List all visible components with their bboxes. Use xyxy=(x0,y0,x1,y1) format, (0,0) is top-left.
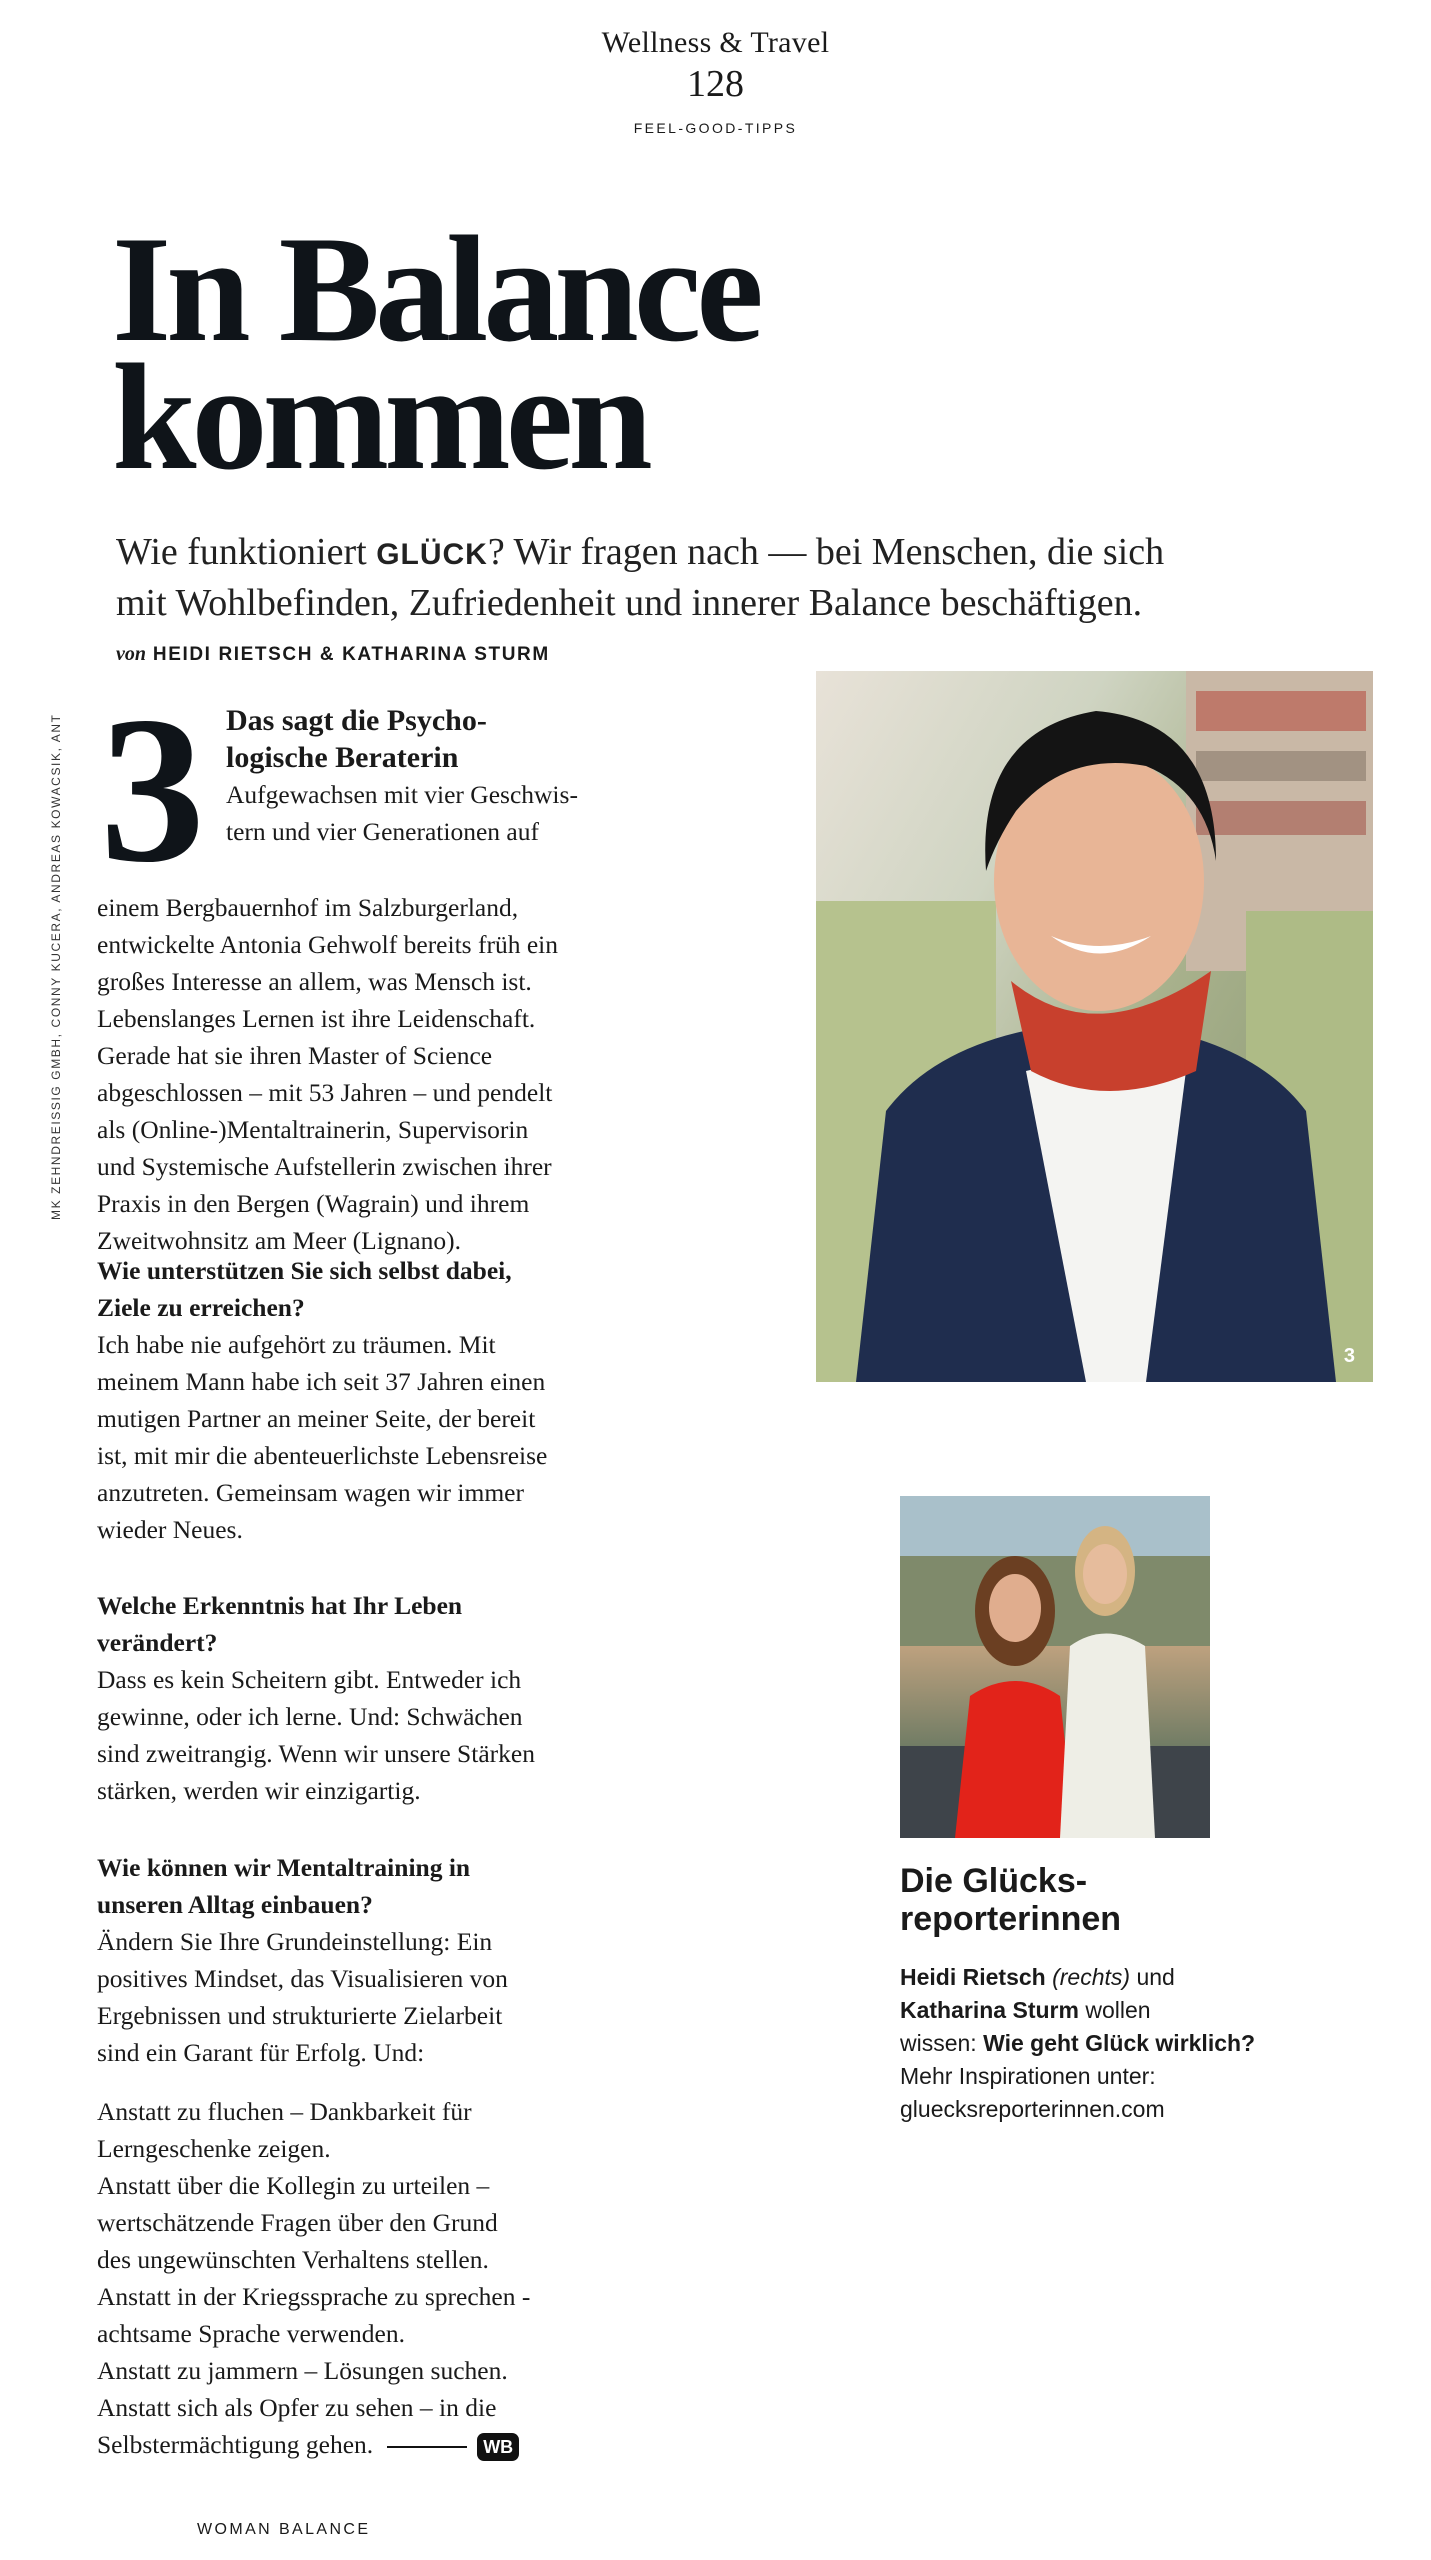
text-line: einem Bergbauernhof im Salzburgerland, xyxy=(97,893,519,922)
list-item: wertschätzende Fragen über den Grund xyxy=(97,2208,498,2237)
list-item: Anstatt über die Kollegin zu urteilen – xyxy=(97,2171,490,2200)
answer-line: mutigen Partner an meiner Seite, der bereit xyxy=(97,1404,536,1433)
word-und: und xyxy=(1136,1964,1175,1990)
sidebar-url[interactable]: gluecksreporterinnen.com xyxy=(900,2096,1165,2122)
deck-part-1: Wie funktioniert xyxy=(116,531,367,573)
answer-line: gewinne, oder ich lerne. Und: Schwächen xyxy=(97,1702,523,1731)
answer-line: sind zweitrangig. Wenn wir unsere Stärken xyxy=(97,1739,535,1768)
reporters-illustration xyxy=(900,1496,1210,1838)
answer-line: ist, mit mir die abenteuerlichste Lebensreise xyxy=(97,1441,548,1470)
byline-authors: HEIDI RIETSCH & KATHARINA STURM xyxy=(152,644,550,665)
text-line: Lebenslanges Lernen ist ihre Leidenschaft. xyxy=(97,1004,536,1033)
list-item: achtsame Sprache verwenden. xyxy=(97,2319,405,2348)
list-item: Anstatt sich als Opfer zu sehen – in die xyxy=(97,2393,497,2422)
question-line: Wie können wir Mentaltraining in xyxy=(97,1853,471,1882)
answer-line: stärken, werden wir einzigartig. xyxy=(97,1776,421,1805)
deck-part-2: ? Wir fragen nach — bei Menschen, die sich xyxy=(487,531,1165,573)
deck-line-2: mit Wohlbefinden, Zufriedenheit und innerer Balance beschäftigen. xyxy=(116,582,1143,624)
intro-line: Aufgewachsen mit vier Geschwis- xyxy=(226,780,578,809)
sidebar-question: Wie geht Glück wirklich? xyxy=(983,2030,1256,2056)
name-katharina: Katharina Sturm xyxy=(900,1997,1079,2023)
list-item: des ungewünschten Verhaltens stellen. xyxy=(97,2245,489,2274)
list-item: Anstatt in der Kriegssprache zu sprechen - xyxy=(97,2282,531,2311)
answer-line: Ergebnissen und strukturierte Zielarbeit xyxy=(97,2001,503,2030)
question-line: Welche Erkenntnis hat Ihr Leben xyxy=(97,1591,463,1620)
text-line: entwickelte Antonia Gehwolf bereits früh ein xyxy=(97,930,558,959)
wb-logo: WB xyxy=(477,2433,519,2461)
sidebar-title-line-1: Die Glücks- xyxy=(900,1862,1088,1900)
answer-line: wieder Neues. xyxy=(97,1515,243,1544)
question-line: Ziele zu erreichen? xyxy=(97,1293,305,1322)
name-heidi: Heidi Rietsch xyxy=(900,1964,1046,1990)
question-line: unseren Alltag einbauen? xyxy=(97,1890,373,1919)
article-intro xyxy=(97,889,657,1259)
list-item: Lerngeschenke zeigen. xyxy=(97,2134,331,2163)
drop-cap-number: 3 xyxy=(100,674,205,906)
text-line: als (Online-)Mentaltrainerin, Supervisorin xyxy=(97,1115,529,1144)
answer-line: sind ein Garant für Erfolg. Und: xyxy=(97,2038,425,2067)
sidebar-title-line-2: reporterinnen xyxy=(900,1900,1122,1938)
last-line-text: Selbstermächtigung gehen. xyxy=(97,2430,374,2459)
byline-prefix: von xyxy=(116,643,146,665)
word-wollen: wollen xyxy=(1085,1997,1151,2023)
answer-line: Ich habe nie aufgehört zu träumen. Mit xyxy=(97,1330,496,1359)
text-line: und Systemische Aufstellerin zwischen ihrer xyxy=(97,1152,552,1181)
qa-block-1 xyxy=(97,1252,657,1548)
headline xyxy=(112,205,1112,501)
page-number: 128 xyxy=(687,63,744,105)
portrait-photo xyxy=(816,671,1373,1382)
answer-line: Dass es kein Scheitern gibt. Entweder ich xyxy=(97,1665,522,1694)
photo-number: 3 xyxy=(1343,1345,1355,1367)
answer-line: meinem Mann habe ich seit 37 Jahren einen xyxy=(97,1367,546,1396)
tips-list xyxy=(97,2093,657,2463)
text-line: Gerade hat sie ihren Master of Science xyxy=(97,1041,493,1070)
word-wissen: wissen: xyxy=(900,2030,977,2056)
section-tag: FEEL-GOOD-TIPPS xyxy=(633,120,798,136)
text-line: Zweitwohnsitz am Meer (Lignano). xyxy=(97,1226,461,1255)
list-item: Anstatt zu fluchen – Dankbarkeit für xyxy=(97,2097,472,2126)
byline xyxy=(116,643,550,666)
answer-line: positives Mindset, das Visualisieren von xyxy=(97,1964,508,1993)
headline-line-1: In Balance xyxy=(112,205,759,373)
qa-block-2 xyxy=(97,1587,657,1809)
list-item-last xyxy=(97,2426,657,2463)
text-line: Praxis in den Bergen (Wagrain) und ihrem xyxy=(97,1189,530,1218)
list-item: Anstatt zu jammern – Lösungen suchen. xyxy=(97,2356,508,2385)
qa-block-3 xyxy=(97,1849,657,2071)
section-title: Wellness & Travel xyxy=(601,26,830,59)
sidebar-text xyxy=(900,1961,1260,2126)
photo-credit: MK ZEHNDREISSIG GMBH, CONNY KUCERA, ANDREAS KOWACSIK, ANT xyxy=(49,713,63,1220)
end-rule xyxy=(387,2446,467,2448)
text-line: großes Interesse an allem, was Mensch ist. xyxy=(97,967,532,996)
deck-text xyxy=(116,528,1336,627)
answer-line: anzutreten. Gemeinsam wagen wir immer xyxy=(97,1478,524,1507)
text-line: abgeschlossen – mit 53 Jahren – und pendelt xyxy=(97,1078,553,1107)
answer-line: Ändern Sie Ihre Grundeinstellung: Ein xyxy=(97,1927,493,1956)
article-subhead xyxy=(226,702,646,850)
sidebar-more: Mehr Inspirationen unter: xyxy=(900,2063,1156,2089)
subhead-line-1: Das sagt die Psycho- xyxy=(226,704,487,737)
intro-line: tern und vier Generationen auf xyxy=(226,817,539,846)
footer-magazine: WOMAN BALANCE xyxy=(197,2521,371,2538)
question-line: Wie unterstützen Sie sich selbst dabei, xyxy=(97,1256,512,1285)
question-line: verändert? xyxy=(97,1628,218,1657)
headline-line-2: kommen xyxy=(112,333,648,501)
deck-caps: GLÜCK xyxy=(376,538,488,571)
role-rechts: (rechts) xyxy=(1052,1964,1131,1990)
portrait-illustration xyxy=(816,671,1373,1382)
subhead-line-2: logische Beraterin xyxy=(226,741,459,774)
sidebar-title xyxy=(900,1862,1320,1938)
reporters-photo xyxy=(900,1496,1210,1838)
